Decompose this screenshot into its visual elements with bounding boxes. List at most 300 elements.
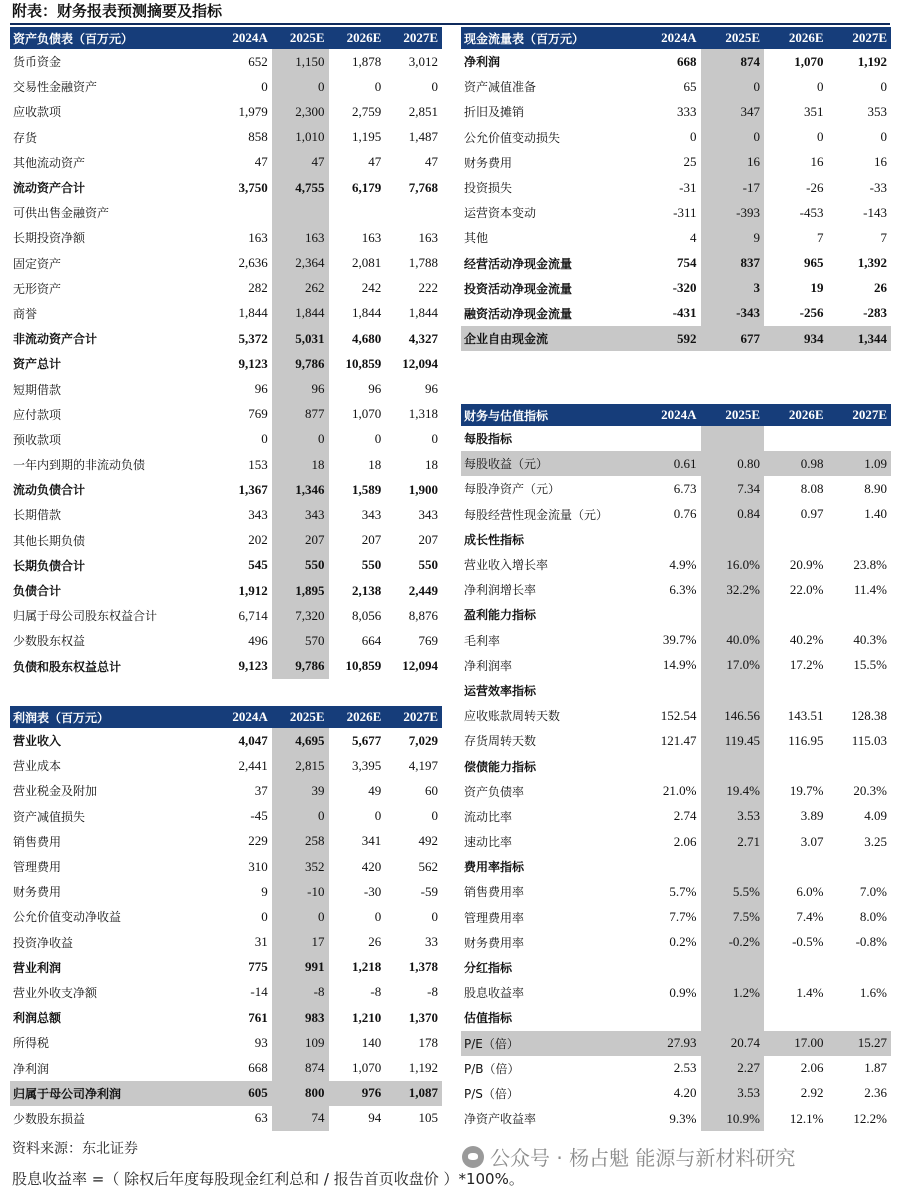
cell-value: 0.2% [669,934,697,950]
cash-flow-table [461,27,891,351]
cell-value: 7 [880,229,887,245]
cell-value: 152.54 [660,707,697,723]
cell-value: 0 [431,78,438,94]
cell-value: 40.0% [701,628,765,653]
row-label: 所得税 [13,1036,50,1051]
row-label: 偿债能力指标 [464,759,537,774]
cell-value: 1,010 [272,125,329,150]
footnote: 股息收益率 =（ 除权后年度每股现金红利总和 / 报告首页收盘价 ）*100%。 [12,1170,524,1188]
table-row [10,427,442,452]
cell-value: 775 [248,959,268,975]
wechat-icon [462,1146,484,1168]
cell-value: 10,859 [345,355,382,371]
table-row [461,980,891,1005]
cell-value: 47 [425,154,438,170]
cell-value: 121.47 [660,732,697,748]
table-row [461,225,891,250]
table-title: 利润表（百万元） [10,706,215,728]
cell-value: 7.7% [669,909,697,925]
cell-value: 1,844 [238,305,268,321]
row-label: 其他流动资产 [13,155,86,170]
row-label: P/S（倍） [464,1086,519,1101]
cell-value: 1.09 [828,451,892,476]
cell-value: 0.76 [673,506,697,522]
year-header: 2025E [272,27,329,49]
cell-value: -8 [370,984,382,1000]
cell-value: 874 [701,49,765,74]
cell-value: 1,070 [352,406,382,422]
cell-value: 3.53 [701,804,765,829]
table-row [461,829,891,854]
cell-value: 1,788 [408,255,438,271]
cell-value [637,854,701,879]
cell-value: 16.0% [701,552,765,577]
cell-value: 12.2% [853,1110,887,1126]
cell-value: 8.90 [864,480,887,496]
cell-value: 0 [880,129,887,145]
cell-value: 769 [248,406,268,422]
cell-value: 343 [418,506,438,522]
table-row [10,829,442,854]
cell-value: 0.80 [701,451,765,476]
table-header [10,27,442,49]
cell-value [637,426,701,451]
table-row [10,125,442,150]
section-row [461,955,891,980]
cell-value: 9,123 [238,658,268,674]
cell-value: 178 [418,1034,438,1050]
table-row [461,577,891,602]
cell-value: 570 [272,628,329,653]
row-label: 一年内到期的非流动负债 [13,458,146,473]
cell-value: 1,979 [238,103,268,119]
cell-value: 16 [810,154,824,170]
cell-value: 550 [361,557,382,573]
cell-value: 3.25 [864,833,887,849]
table-row [461,1056,891,1081]
cell-value [272,200,329,225]
cell-value [828,955,892,980]
cell-value: 550 [418,557,438,573]
cell-value: 677 [701,326,765,351]
cell-value: 1,370 [408,1009,438,1025]
cell-value: 63 [254,1110,268,1126]
table-row [461,200,891,225]
table-row [461,301,891,326]
cell-value: 207 [418,532,438,548]
row-label: 销售费用率 [464,885,525,900]
row-label: 短期借款 [13,382,62,397]
cell-value: 496 [248,632,268,648]
cell-value: -59 [420,883,438,899]
cell-value: 2,138 [352,582,382,598]
cell-value: 2.06 [673,833,697,849]
cell-value: 0 [374,808,382,824]
cell-value: 163 [361,229,382,245]
cell-value: 0 [272,804,329,829]
cell-value: 11.4% [853,581,887,597]
cell-value: 5,031 [272,326,329,351]
table-row [461,251,891,276]
cell-value: 119.45 [701,728,765,753]
cell-value: 27.93 [637,1031,701,1056]
table-row [10,452,442,477]
row-label: 流动负债合计 [13,483,86,498]
table-row [461,502,891,527]
table-row [461,326,891,351]
cell-value: 4,680 [352,330,382,346]
row-label: 资产减值损失 [13,809,86,824]
cell-value [828,1005,892,1030]
table-row [10,301,442,326]
table-row [461,175,891,200]
cell-value: 207 [272,528,329,553]
cell-value: -8 [427,984,438,1000]
cell-value: 65 [683,78,697,94]
watermark [462,1142,795,1171]
cell-value: -33 [869,179,887,195]
cell-value: 5.7% [669,883,697,899]
row-label: 分红指标 [464,961,513,976]
cell-value: 1,192 [408,1060,438,1076]
table-row [461,276,891,301]
section-row [461,1005,891,1030]
table-row [10,955,442,980]
row-label: 每股净资产（元） [464,482,561,497]
cell-value: 874 [272,1055,329,1080]
row-label: 长期投资净额 [13,231,86,246]
cell-value: -30 [363,883,382,899]
table-row [10,502,442,527]
cell-value: 9,123 [238,355,268,371]
row-label: 营业税金及附加 [13,784,98,799]
cell-value: 153 [248,456,268,472]
cell-value: 592 [637,326,701,351]
cell-value: 9 [701,225,765,250]
cell-value: 128.38 [851,707,887,723]
cell-value: -143 [863,204,887,220]
cell-value: 8.0% [859,909,887,925]
cell-value: -311 [673,204,697,220]
cell-value [828,753,892,778]
cell-value: 343 [248,506,268,522]
cell-value: -8 [272,980,329,1005]
cell-value: -0.8% [855,934,887,950]
cell-value: -256 [799,305,824,321]
cell-value [764,602,828,627]
cell-value: 9 [261,883,268,899]
cell-value: 9,786 [272,654,329,679]
cell-value: 0 [261,431,268,447]
table-row [10,728,442,753]
row-label: 资产总计 [13,357,62,372]
row-label: 毛利率 [464,633,501,648]
row-label: 经营活动净现金流量 [464,256,573,271]
cell-value: 605 [215,1081,272,1106]
cell-value: 983 [272,1005,329,1030]
row-label: 归属于母公司净利润 [10,1081,215,1106]
cell-value [637,527,701,552]
source-note: 资料来源：东北证券 [12,1141,138,1157]
cell-value: 0 [272,74,329,99]
cell-value: 4,047 [238,732,268,748]
table-row [10,528,442,553]
cell-value: 0 [374,908,382,924]
cell-value: 754 [677,255,697,271]
cell-value: 0 [261,908,268,924]
cell-value [828,426,892,451]
cell-value: 2.74 [673,808,697,824]
row-label: 成长性指标 [464,532,525,547]
cell-value: 5,372 [238,330,268,346]
cell-value: 222 [418,280,438,296]
cell-value: 341 [361,833,382,849]
cell-value: 1,589 [352,481,382,497]
row-label: 企业自由现金流 [461,326,637,351]
cell-value: 2,449 [408,582,438,598]
cell-value: 33 [425,934,438,950]
cell-value: -10 [272,879,329,904]
cell-value: 668 [677,53,697,69]
cell-value: 4,327 [408,330,438,346]
cell-value: 0 [701,74,765,99]
cell-value: 333 [677,103,697,119]
cell-value: 1,218 [352,959,382,975]
cell-value: 1,487 [408,129,438,145]
cell-value: 0.84 [701,502,765,527]
row-label: 预收款项 [13,432,62,447]
row-label: 无形资产 [13,281,62,296]
cell-value: 4.20 [673,1085,697,1101]
cell-value: 0 [272,427,329,452]
cell-value: 4,695 [272,728,329,753]
cell-value: -431 [672,305,697,321]
row-label: 净利润增长率 [464,583,537,598]
cell-value: 17.0% [701,653,765,678]
cell-value: 0 [880,78,887,94]
cell-value: 16 [701,150,765,175]
cell-value: 668 [248,1060,268,1076]
cell-value: 0.98 [764,451,828,476]
cell-value: 1,895 [272,578,329,603]
cell-value: 1,087 [385,1081,442,1106]
row-label: 营业外收支净额 [13,985,98,1000]
cell-value: 2.53 [673,1060,697,1076]
cell-value: 14.9% [662,657,697,673]
cell-value: 40.2% [789,632,824,648]
cell-value: 140 [361,1034,382,1050]
cell-value: 3,012 [408,53,438,69]
cell-value: -31 [679,179,697,195]
cell-value [701,527,765,552]
cell-value: 47 [272,150,329,175]
row-label: 每股收益（元） [461,451,637,476]
row-label: P/E（倍） [461,1031,637,1056]
cell-value: 47 [368,154,382,170]
section-row [461,426,891,451]
cell-value: 262 [272,276,329,301]
row-label: 公允价值变动损失 [464,130,561,145]
table-row [10,553,442,578]
row-label: 净利润 [464,55,501,70]
cell-value: 6.3% [669,581,697,597]
table-row [461,1106,891,1131]
year-header: 2026E [764,27,828,49]
cell-value: 837 [701,251,765,276]
cell-value: 96 [272,376,329,401]
table-row [461,476,891,501]
cell-value: 10.9% [701,1106,765,1131]
cell-value [828,602,892,627]
cell-value: 19.7% [789,783,824,799]
table-row [10,603,442,628]
cell-value: 3,750 [238,179,268,195]
section-row [461,753,891,778]
cell-value: 1,192 [857,53,887,69]
cell-value: 7,768 [408,179,438,195]
cell-value: -283 [863,305,887,321]
row-label: 运营效率指标 [464,683,537,698]
cell-value: 96 [368,381,382,397]
section-row [461,854,891,879]
cell-value: 282 [248,280,268,296]
table-row [10,351,442,376]
row-label: 投资净收益 [13,935,74,950]
row-label: 交易性金融资产 [13,80,98,95]
cell-value: 4.09 [864,808,887,824]
cell-value: 7 [817,229,824,245]
cell-value [329,200,386,225]
cell-value: 858 [248,129,268,145]
year-header: 2024A [215,706,272,728]
cell-value: 163 [418,229,438,245]
table-row [10,753,442,778]
ratios-table [461,404,891,1131]
table-row [461,779,891,804]
cell-value: 3.89 [800,808,824,824]
table-row [10,904,442,929]
cell-value: 39 [272,778,329,803]
cell-value: 976 [329,1081,386,1106]
cell-value: 37 [254,782,268,798]
cell-value: 93 [254,1034,268,1050]
year-header: 2026E [764,404,828,426]
cell-value: 1,070 [352,1060,382,1076]
table-row [10,150,442,175]
row-label: 流动比率 [464,809,513,824]
cell-value [764,753,828,778]
section-row [461,602,891,627]
cell-value [701,854,765,879]
row-label: 存货周转天数 [464,734,537,749]
table-row [10,376,442,401]
row-label: 净利润率 [464,658,513,673]
page-title: 附表：财务报表预测摘要及指标 [12,2,223,20]
cell-value: 2.36 [864,1085,887,1101]
cell-value: 47 [254,154,268,170]
table-row [10,854,442,879]
row-label: 货币资金 [13,55,62,70]
cell-value: 6,714 [238,607,268,623]
cell-value: 0.97 [800,506,824,522]
row-label: 利润总额 [13,1011,62,1026]
cell-value: 1.40 [864,506,887,522]
table-header [10,706,442,728]
cell-value: 12.1% [789,1110,824,1126]
row-label: 固定资产 [13,256,62,271]
table-row [10,628,442,653]
table-row [10,74,442,99]
cell-value: 0.61 [637,451,701,476]
table-row [10,251,442,276]
cell-value: 0 [261,78,268,94]
table-title: 资产负债表（百万元） [10,27,215,49]
cell-value: 420 [361,858,382,874]
row-label: 公允价值变动净收益 [13,910,122,925]
cell-value: 9.3% [669,1110,697,1126]
cell-value: 4.9% [669,556,697,572]
cell-value: 343 [361,506,382,522]
table-row [461,930,891,955]
cell-value: 12,094 [402,658,438,674]
cell-value: 115.03 [851,732,887,748]
cell-value: 2,851 [408,103,438,119]
row-label: 存货 [13,130,38,145]
cell-value: 7.0% [859,883,887,899]
cell-value: 1,367 [238,481,268,497]
cell-value: 5.5% [701,879,765,904]
cell-value: 3,395 [352,757,382,773]
cell-value: 163 [272,225,329,250]
row-label: 财务费用 [13,885,62,900]
table-row [10,778,442,803]
cell-value: 20.3% [853,783,887,799]
cell-value: 761 [248,1009,268,1025]
cell-value: 8,056 [352,607,382,623]
cell-value [637,753,701,778]
cell-value: 1,346 [272,477,329,502]
cell-value: 1.87 [864,1060,887,1076]
row-label: 其他 [464,231,489,246]
row-label: 费用率指标 [464,860,525,875]
cell-value: 2,441 [238,757,268,773]
cell-value: 207 [361,532,382,548]
cell-value: 1,878 [352,53,382,69]
cell-value: 0 [431,908,438,924]
cell-value: 545 [248,557,268,573]
cell-value: 20.74 [701,1031,765,1056]
cell-value: 310 [248,858,268,874]
cell-value: 18 [272,452,329,477]
cell-value: -45 [250,808,268,824]
cell-value: 39.7% [662,632,697,648]
table-row [461,552,891,577]
cell-value [637,602,701,627]
cell-value: 3 [701,276,765,301]
cell-value: -343 [701,301,765,326]
row-label: 营业成本 [13,759,62,774]
cell-value: 347 [701,99,765,124]
table-row [10,879,442,904]
cell-value: 163 [248,229,268,245]
cell-value: 1,070 [794,53,824,69]
cell-value: 0 [690,129,697,145]
year-header: 2025E [701,27,765,49]
cell-value: 562 [418,858,438,874]
cell-value [637,678,701,703]
table-row [461,74,891,99]
title-underline [10,23,890,25]
